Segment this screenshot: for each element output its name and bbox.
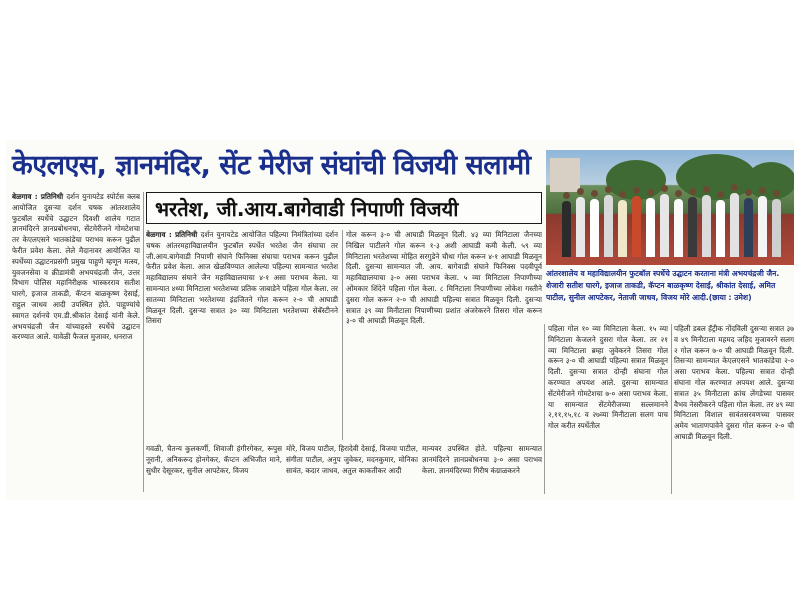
- person-figure: [604, 195, 613, 257]
- article-column-3: [346, 230, 542, 440]
- subheadline-box: [146, 192, 542, 224]
- person-figure: [562, 201, 571, 257]
- person-figure: [590, 199, 599, 257]
- newspaper-clipping: [6, 140, 794, 500]
- left-continuation: [146, 444, 282, 496]
- person-head: [759, 187, 766, 194]
- article-body: पहिली डबल हॅट्रीक नोंदविली दुसऱ्या सत्रात ३७ व ४९ मिनीटाला महमद जहिद मुजावरने सलग २ गोल करून ७-० ची आघाडी मिळवून दिली. तिसऱ्या सामन्यात केएलएसने भातकांडेचा २-० असा पराभव केला. पहिल्या सत्रात दोन्ही संघाना गोल करण्यात अपयश आले. दुसऱ्या सत्रात ३५ मिनीटाला क्रांच लेंगडेच्या पासवर वैभव नेसरीकरने पहिला गोल केला. तर ४९ व्या मिनिटाला विशाल सावंतसरवणच्या पासवर अमेय भाताणपावेने दुसरा गोल करून २-० ची आघाडी मिळवून दिली.: [674, 324, 794, 441]
- headline: केएलएस, ज्ञानमंदिर, सेंट मेरीज संघांची विजयी सलामी: [12, 150, 531, 181]
- person-figure: [632, 196, 641, 257]
- person-head: [633, 187, 640, 194]
- person-head: [731, 184, 738, 191]
- person-figure: [674, 199, 683, 257]
- person-figure: [716, 200, 725, 257]
- article-body: मोरे, विजय पाटील, हिरादेवी देसाई, विजया पाटील, संगीता पाटील, अनुप जुवेकर, मदनकुमार, मोनिका सावंत, कदार जाधव, अतुल काकतीकर आदी: [286, 444, 418, 475]
- person-figure: [730, 193, 739, 257]
- person-head: [563, 192, 570, 199]
- person-figure: [618, 200, 627, 257]
- tree-shape: [746, 162, 794, 200]
- article-body: मान्यवर उपस्थित होते. पहिल्या सामन्यात ज्ञानमंदिरने ज्ञानप्रबोधनचा ३-० असा पराभव केला. ज्ञानमंदिरच्या गिरीष कंग्राळकरने: [422, 444, 542, 475]
- person-head: [661, 185, 668, 192]
- building-shape: [550, 158, 580, 192]
- person-head: [577, 188, 584, 195]
- article-body: दर्शन युनायटेड स्पोर्टस क्लब आयोजित दुसऱ्या दर्शन चषक आंतरशालेय फुटबॉल स्पर्धेचे उद्घाटन दिवशी शालेय गटात ज्ञानमंदिरने ज्ञानप्रबोधनचा, सेंटमेरीजने गोमटेशचा तर केएलएसने भातकांडेचा पराभव करून पुढील फेरीत प्रवेश केला. लेले मैदानावर आयोजित या स्पर्धेच्या उद्घाटनप्रसंगी प्रमुख पाहुणे म्हणून मत्स्य, युवजनसेवा व क्रीडामंत्री अभयचंद्रजी जैन, उत्तर विभाग पोलिस महानिरीक्षक भास्करराव सतीश घारगे, इजाज ताकडी, कॅप्टन बाळकृष्ण देसाई, राहुल जाधव आदी उपस्थित होते. पाहुण्यांचे स्वागत दर्शनचे एम.डी.श्रीकांत देसाई यांनी केले. अभयचंद्रजी जैन यांच्याहस्ते स्पर्धेचे उद्घाटन करण्यात आले. यावेळी फैजल मुजावर, धनराज: [12, 192, 140, 342]
- person-figure: [758, 196, 767, 257]
- person-head: [647, 189, 654, 196]
- article-body: गवळी, चैतन्य कुलकर्णी, शिवाजी हंगीरगेकर, रूपुस नूरानी, अनिकरूद होनगेकर, कॅप्टन अभिजीत माने, सुधीर देसूरकर, सुनील आपटेकर, विजय: [146, 444, 282, 475]
- person-head: [675, 190, 682, 197]
- person-figure: [576, 197, 585, 257]
- tree-shape: [606, 160, 666, 200]
- person-head: [591, 190, 598, 197]
- person-head: [703, 186, 710, 193]
- person-head: [619, 191, 626, 198]
- person-figure: [688, 197, 697, 257]
- column-rule: [143, 192, 144, 492]
- article-body: गोल करून ३-० ची आघाडी मिळवून दिली. ४३ व्या मिनिटाला जैनच्या निखिल पाटीलने गोल करून १-३ अशी आघाडी कमी केली. ५९ व्या मिनिटाला भरतेशच्या मोहित सरगुडेने चौथा गोल करून ४-१ आघाडी मिळवून दिली. दुसऱ्या सामन्यात जी. आय. बागेवाडी संघाने फिनिक्स पदवीपूर्व महाविद्यालयाचा ३-० असा पराभव केला. ५ व्या मिनिटाला निपाणीच्या ओंमकार शिंदेने पहिला गोल केला. ८ मिनिटाला निपाणीच्या लोकेश गस्तीने दुसरा गोल करून २-० ची आघाडी पहिल्या सत्रात मिळवून दिली. दुसऱ्या सत्रात ३९ व्या मिनीटाला निपाणीच्या प्रशांत अंजरेकरने तिसरा गोल करून ३-० ची आघाडी मिळवून दिली.: [346, 230, 542, 326]
- tree-shape: [676, 154, 756, 200]
- person-head: [773, 190, 780, 197]
- dateline: बेळगाव : प्रतिनिधी: [146, 230, 201, 239]
- subheadline: भरतेश, जी.आय.बागेवाडी निपाणी विजयी: [155, 197, 459, 221]
- article-column-2: [146, 230, 338, 440]
- left-column: [12, 192, 140, 436]
- column-rule: [342, 230, 343, 440]
- middle-continuation: [286, 444, 418, 496]
- col3-continuation: [422, 444, 542, 496]
- person-head: [689, 188, 696, 195]
- photo-caption: आंतरशालेय व महाविद्यालयीन फुटबॉल स्पर्धेचे उद्घाटन करताना मंत्री अभयचंद्रजी जैन. शेजारी सतीश घारगे, इजाज ताकडी, कॅप्टन बाळकृष्ण देसाई, श्रीकांत देसाई, अमित पाटील, सुनील आपटेकर, नेताजी जाधव, विजय मोरे आदी.(छाया : उमेश): [546, 269, 780, 302]
- person-head: [745, 189, 752, 196]
- article-column-5: [674, 324, 794, 494]
- article-body: पहिला गोल १० व्या मिनिटाला केला. १५ व्या मिनिटाला केजलने दुसरा गोल केला. तर २१ व्या मिनिटाला ब्रम्हा जुवेकरने तिसरा गोल करून ३-० ची आघाडी पहिल्या सत्रात मिळवून दिली. दुसऱ्या सत्रात दोन्ही संघाना गोल करण्यात अपयश आले. दुसऱ्या सामन्यात सेंटमेरीजने गोमटेशचा ७-० असा पराभव केला. या सामन्यात सेंटमेरीजच्या सल्लमानने २,११,१५,१८ व २७व्या मिनीटाला सलग पाच गोल करीत स्पर्धेतील: [548, 324, 668, 431]
- article-column-4: [548, 324, 668, 494]
- person-figure: [646, 198, 655, 257]
- person-figure: [660, 194, 669, 257]
- event-photo: [546, 150, 794, 265]
- dateline: बेळगाव : प्रतिनिधी: [12, 192, 67, 201]
- person-figure: [744, 198, 753, 257]
- article-body: दर्शन युनायटेड आयोजित पहिल्या निमंत्रितांच्या दर्शन चषक आंतरमहाविद्यालयीन फुटबॉल स्पर्धेत भरतेश जैन संघाचा तर जी.आय.बागेवाडी निपाणी संघाने फिनिक्स संघाचा पराभव करून पुढील फेरीत प्रवेश केला. आज खेळविण्यात आलेल्या पहिल्या सामन्यात भरतेश महाविद्यालय संघाने जैन महाविद्यालयाचा ४-१ असा पराभव केला. या सामन्यात ४थ्या मिनिटाला भरतेशच्या प्रतिक जाबाडेने पहिला गोल केला. तर सातव्या मिनिटाला भरतेशच्या इंद्रजितने गोल करून २-० ची आघाडी मिळवून दिली. दुसऱ्या सत्रात ३० व्या मिनिटाला भरतेशच्या सेबॅस्टीनने तिसरा: [146, 230, 338, 326]
- person-head: [605, 186, 612, 193]
- person-head: [717, 191, 724, 198]
- column-rule: [671, 324, 672, 494]
- person-figure: [772, 199, 781, 257]
- person-figure: [702, 195, 711, 257]
- column-rule: [544, 324, 545, 494]
